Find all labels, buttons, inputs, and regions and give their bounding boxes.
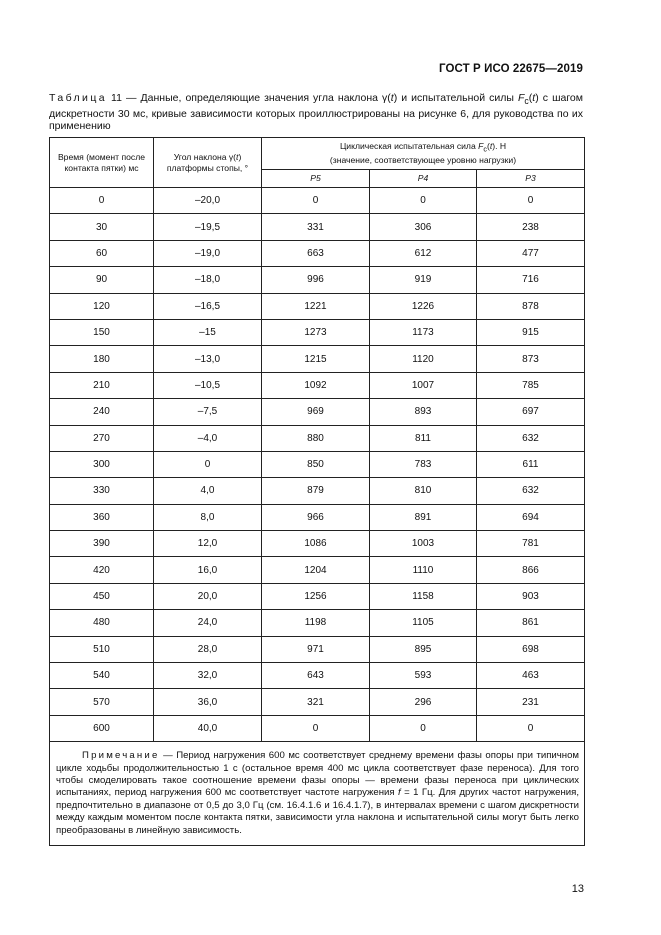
cell-angle: 20,0 <box>154 583 262 609</box>
cell-time: 120 <box>50 293 154 319</box>
cell-force-p5: 643 <box>262 663 370 689</box>
cell-time: 570 <box>50 689 154 715</box>
note-var-f: f <box>398 787 401 799</box>
cell-angle: 0 <box>154 451 262 477</box>
cell-angle: 36,0 <box>154 689 262 715</box>
cell-force-p3: 0 <box>477 715 585 741</box>
cell-force-p4: 306 <box>370 214 477 240</box>
cell-time: 180 <box>50 346 154 372</box>
force-header-a: Циклическая испытательная сила <box>339 140 479 151</box>
table-row <box>50 240 585 266</box>
table-row <box>50 663 585 689</box>
cell-angle: 28,0 <box>154 636 262 662</box>
caption-var-t: t <box>390 92 394 104</box>
cell-force-p5: 663 <box>262 240 370 266</box>
cell-force-p4: 783 <box>370 451 477 477</box>
cell-force-p5: 1092 <box>262 372 370 398</box>
cell-angle: 16,0 <box>154 557 262 583</box>
cell-force-p5: 1256 <box>262 583 370 609</box>
load-level-p5: P5 <box>262 170 370 188</box>
force-header-t: t <box>489 140 493 151</box>
cell-angle: 24,0 <box>154 610 262 636</box>
cell-force-p4: 811 <box>370 425 477 451</box>
cell-angle: –4,0 <box>154 425 262 451</box>
cell-angle: –20,0 <box>154 188 262 214</box>
cell-angle: 4,0 <box>154 478 262 504</box>
cell-time: 90 <box>50 267 154 293</box>
cell-time: 540 <box>50 663 154 689</box>
cell-force-p5: 879 <box>262 478 370 504</box>
cell-time: 300 <box>50 451 154 477</box>
cell-force-p4: 1110 <box>370 557 477 583</box>
caption-label: Таблица <box>49 92 107 104</box>
table-row <box>50 636 585 662</box>
table-row <box>50 557 585 583</box>
table-row <box>50 478 585 504</box>
cell-angle: –19,0 <box>154 240 262 266</box>
cell-force-p5: 969 <box>262 399 370 425</box>
page-number: 13 <box>571 883 584 895</box>
cell-force-p5: 971 <box>262 636 370 662</box>
col-header-time: Время (момент после контакта пятки) мс <box>50 138 154 188</box>
cell-force-p4: 919 <box>370 267 477 293</box>
caption-sub-c: c <box>524 96 529 107</box>
cell-force-p3: 694 <box>477 504 585 530</box>
note-text-a: — Период нагружения 600 мс соответствует среднему времени фазы опоры при типичном цикле ходьбы продолжительностью 1 с (остальное время 400 мс цикла соответствует фазе переноса). Для того чтобы смоделировать такое соотношение времени фазы опоры — времени фазы переноса при циклических испытаниях, период нагружения 600 мс соответствует частоте нагружения <box>56 750 580 799</box>
cell-time: 330 <box>50 478 154 504</box>
cell-force-p4: 593 <box>370 663 477 689</box>
table-row <box>50 346 585 372</box>
table-caption <box>49 92 583 132</box>
cell-angle: 32,0 <box>154 663 262 689</box>
cell-time: 210 <box>50 372 154 398</box>
cell-force-p5: 0 <box>262 715 370 741</box>
table-row <box>50 399 585 425</box>
cell-time: 150 <box>50 319 154 345</box>
cell-angle: –19,5 <box>154 214 262 240</box>
cell-force-p4: 1120 <box>370 346 477 372</box>
cell-angle: –13,0 <box>154 346 262 372</box>
cell-force-p3: 716 <box>477 267 585 293</box>
cell-time: 450 <box>50 583 154 609</box>
cell-force-p5: 1198 <box>262 610 370 636</box>
cell-force-p3: 903 <box>477 583 585 609</box>
table-body <box>50 188 585 742</box>
table-row <box>50 715 585 741</box>
document-id-header: ГОСТ Р ИСО 22675—2019 <box>438 63 583 75</box>
load-level-p4: P4 <box>370 170 477 188</box>
cell-force-p4: 0 <box>370 715 477 741</box>
note-text-b: = 1 Гц. Для других частот нагружения, предпочтительно в диапазоне от 0,5 до 3,0 Гц (см. 16.4.1.6 и 16.4.1.7), в интервалах времени с шагом дискретности между каждым моментом после контакта пятки, зависимости угла наклона и испытательной силы могут быть легко преобразованы в линейную зависимость. <box>56 787 580 836</box>
cell-angle: –10,5 <box>154 372 262 398</box>
cell-force-p4: 0 <box>370 188 477 214</box>
cell-force-p4: 1007 <box>370 372 477 398</box>
table-row <box>50 188 585 214</box>
caption-var-t2: t <box>532 92 536 104</box>
cell-force-p3: 632 <box>477 425 585 451</box>
cell-force-p3: 463 <box>477 663 585 689</box>
table-row <box>50 531 585 557</box>
load-level-p3: P3 <box>477 170 585 188</box>
cell-time: 600 <box>50 715 154 741</box>
cell-force-p4: 1226 <box>370 293 477 319</box>
caption-text-mid2: ( <box>528 92 533 104</box>
cell-force-p3: 915 <box>477 319 585 345</box>
cell-force-p3: 632 <box>477 478 585 504</box>
cell-force-p5: 966 <box>262 504 370 530</box>
cell-time: 390 <box>50 531 154 557</box>
cell-force-p4: 296 <box>370 689 477 715</box>
caption-number: 11 <box>111 92 122 104</box>
data-table <box>49 137 585 846</box>
cell-time: 480 <box>50 610 154 636</box>
cell-force-p3: 878 <box>477 293 585 319</box>
cell-time: 240 <box>50 399 154 425</box>
cell-force-p3: 231 <box>477 689 585 715</box>
table-row <box>50 319 585 345</box>
cell-force-p5: 321 <box>262 689 370 715</box>
force-header-f: F <box>478 140 484 151</box>
cell-force-p3: 0 <box>477 188 585 214</box>
cell-angle: 8,0 <box>154 504 262 530</box>
cell-force-p5: 996 <box>262 267 370 293</box>
cell-angle: –16,5 <box>154 293 262 319</box>
cell-angle: –18,0 <box>154 267 262 293</box>
cell-force-p3: 238 <box>477 214 585 240</box>
table-note <box>50 742 585 846</box>
cell-time: 0 <box>50 188 154 214</box>
cell-time: 420 <box>50 557 154 583</box>
force-header-c: ). Н <box>492 140 507 151</box>
table-row <box>50 293 585 319</box>
cell-force-p5: 331 <box>262 214 370 240</box>
cell-force-p4: 810 <box>370 478 477 504</box>
cell-force-p5: 1204 <box>262 557 370 583</box>
cell-force-p5: 1221 <box>262 293 370 319</box>
cell-angle: 12,0 <box>154 531 262 557</box>
cell-force-p3: 611 <box>477 451 585 477</box>
cell-force-p4: 1173 <box>370 319 477 345</box>
cell-force-p5: 850 <box>262 451 370 477</box>
cell-force-p3: 873 <box>477 346 585 372</box>
cell-force-p3: 698 <box>477 636 585 662</box>
angle-header-b: ) платформы стопы, ° <box>166 151 249 173</box>
cell-force-p4: 893 <box>370 399 477 425</box>
cell-force-p3: 781 <box>477 531 585 557</box>
caption-var-f: F <box>518 92 525 104</box>
cell-force-p4: 1158 <box>370 583 477 609</box>
force-header-line2: (значение, соответствующее уровню нагрузки) <box>329 155 517 166</box>
cell-force-p4: 1105 <box>370 610 477 636</box>
cell-force-p5: 0 <box>262 188 370 214</box>
table-row <box>50 267 585 293</box>
force-header-sub: c <box>483 145 487 154</box>
cell-time: 60 <box>50 240 154 266</box>
caption-text-after: ) с шагом дискретности 30 мс, кривые зависимости которых проиллюстрированы на рисунке 6, для руководства по их применению <box>49 92 583 132</box>
table-row <box>50 504 585 530</box>
cell-force-p4: 891 <box>370 504 477 530</box>
caption-text-before: — Данные, определяющие значения угла наклона γ( <box>121 92 391 104</box>
note-label: Примечание <box>82 750 160 762</box>
cell-angle: 40,0 <box>154 715 262 741</box>
cell-force-p4: 895 <box>370 636 477 662</box>
cell-force-p4: 612 <box>370 240 477 266</box>
cell-force-p3: 866 <box>477 557 585 583</box>
col-header-angle <box>154 138 262 188</box>
col-header-force <box>262 138 585 170</box>
cell-force-p3: 477 <box>477 240 585 266</box>
force-header-b: ( <box>486 140 490 151</box>
angle-header-a: Угол наклона γ( <box>173 151 237 162</box>
cell-force-p3: 785 <box>477 372 585 398</box>
cell-time: 510 <box>50 636 154 662</box>
cell-angle: –7,5 <box>154 399 262 425</box>
cell-angle: –15 <box>154 319 262 345</box>
cell-time: 360 <box>50 504 154 530</box>
cell-force-p5: 1273 <box>262 319 370 345</box>
cell-force-p5: 1086 <box>262 531 370 557</box>
cell-time: 30 <box>50 214 154 240</box>
cell-force-p5: 880 <box>262 425 370 451</box>
table-row <box>50 610 585 636</box>
table-row <box>50 451 585 477</box>
cell-force-p3: 861 <box>477 610 585 636</box>
cell-force-p4: 1003 <box>370 531 477 557</box>
table-row <box>50 583 585 609</box>
cell-force-p5: 1215 <box>262 346 370 372</box>
cell-time: 270 <box>50 425 154 451</box>
angle-header-t: t <box>236 151 239 162</box>
table-row <box>50 214 585 240</box>
table-row <box>50 689 585 715</box>
table-row <box>50 372 585 398</box>
caption-text-mid: ) и испытательной силы <box>393 92 518 104</box>
cell-force-p3: 697 <box>477 399 585 425</box>
table-row <box>50 425 585 451</box>
